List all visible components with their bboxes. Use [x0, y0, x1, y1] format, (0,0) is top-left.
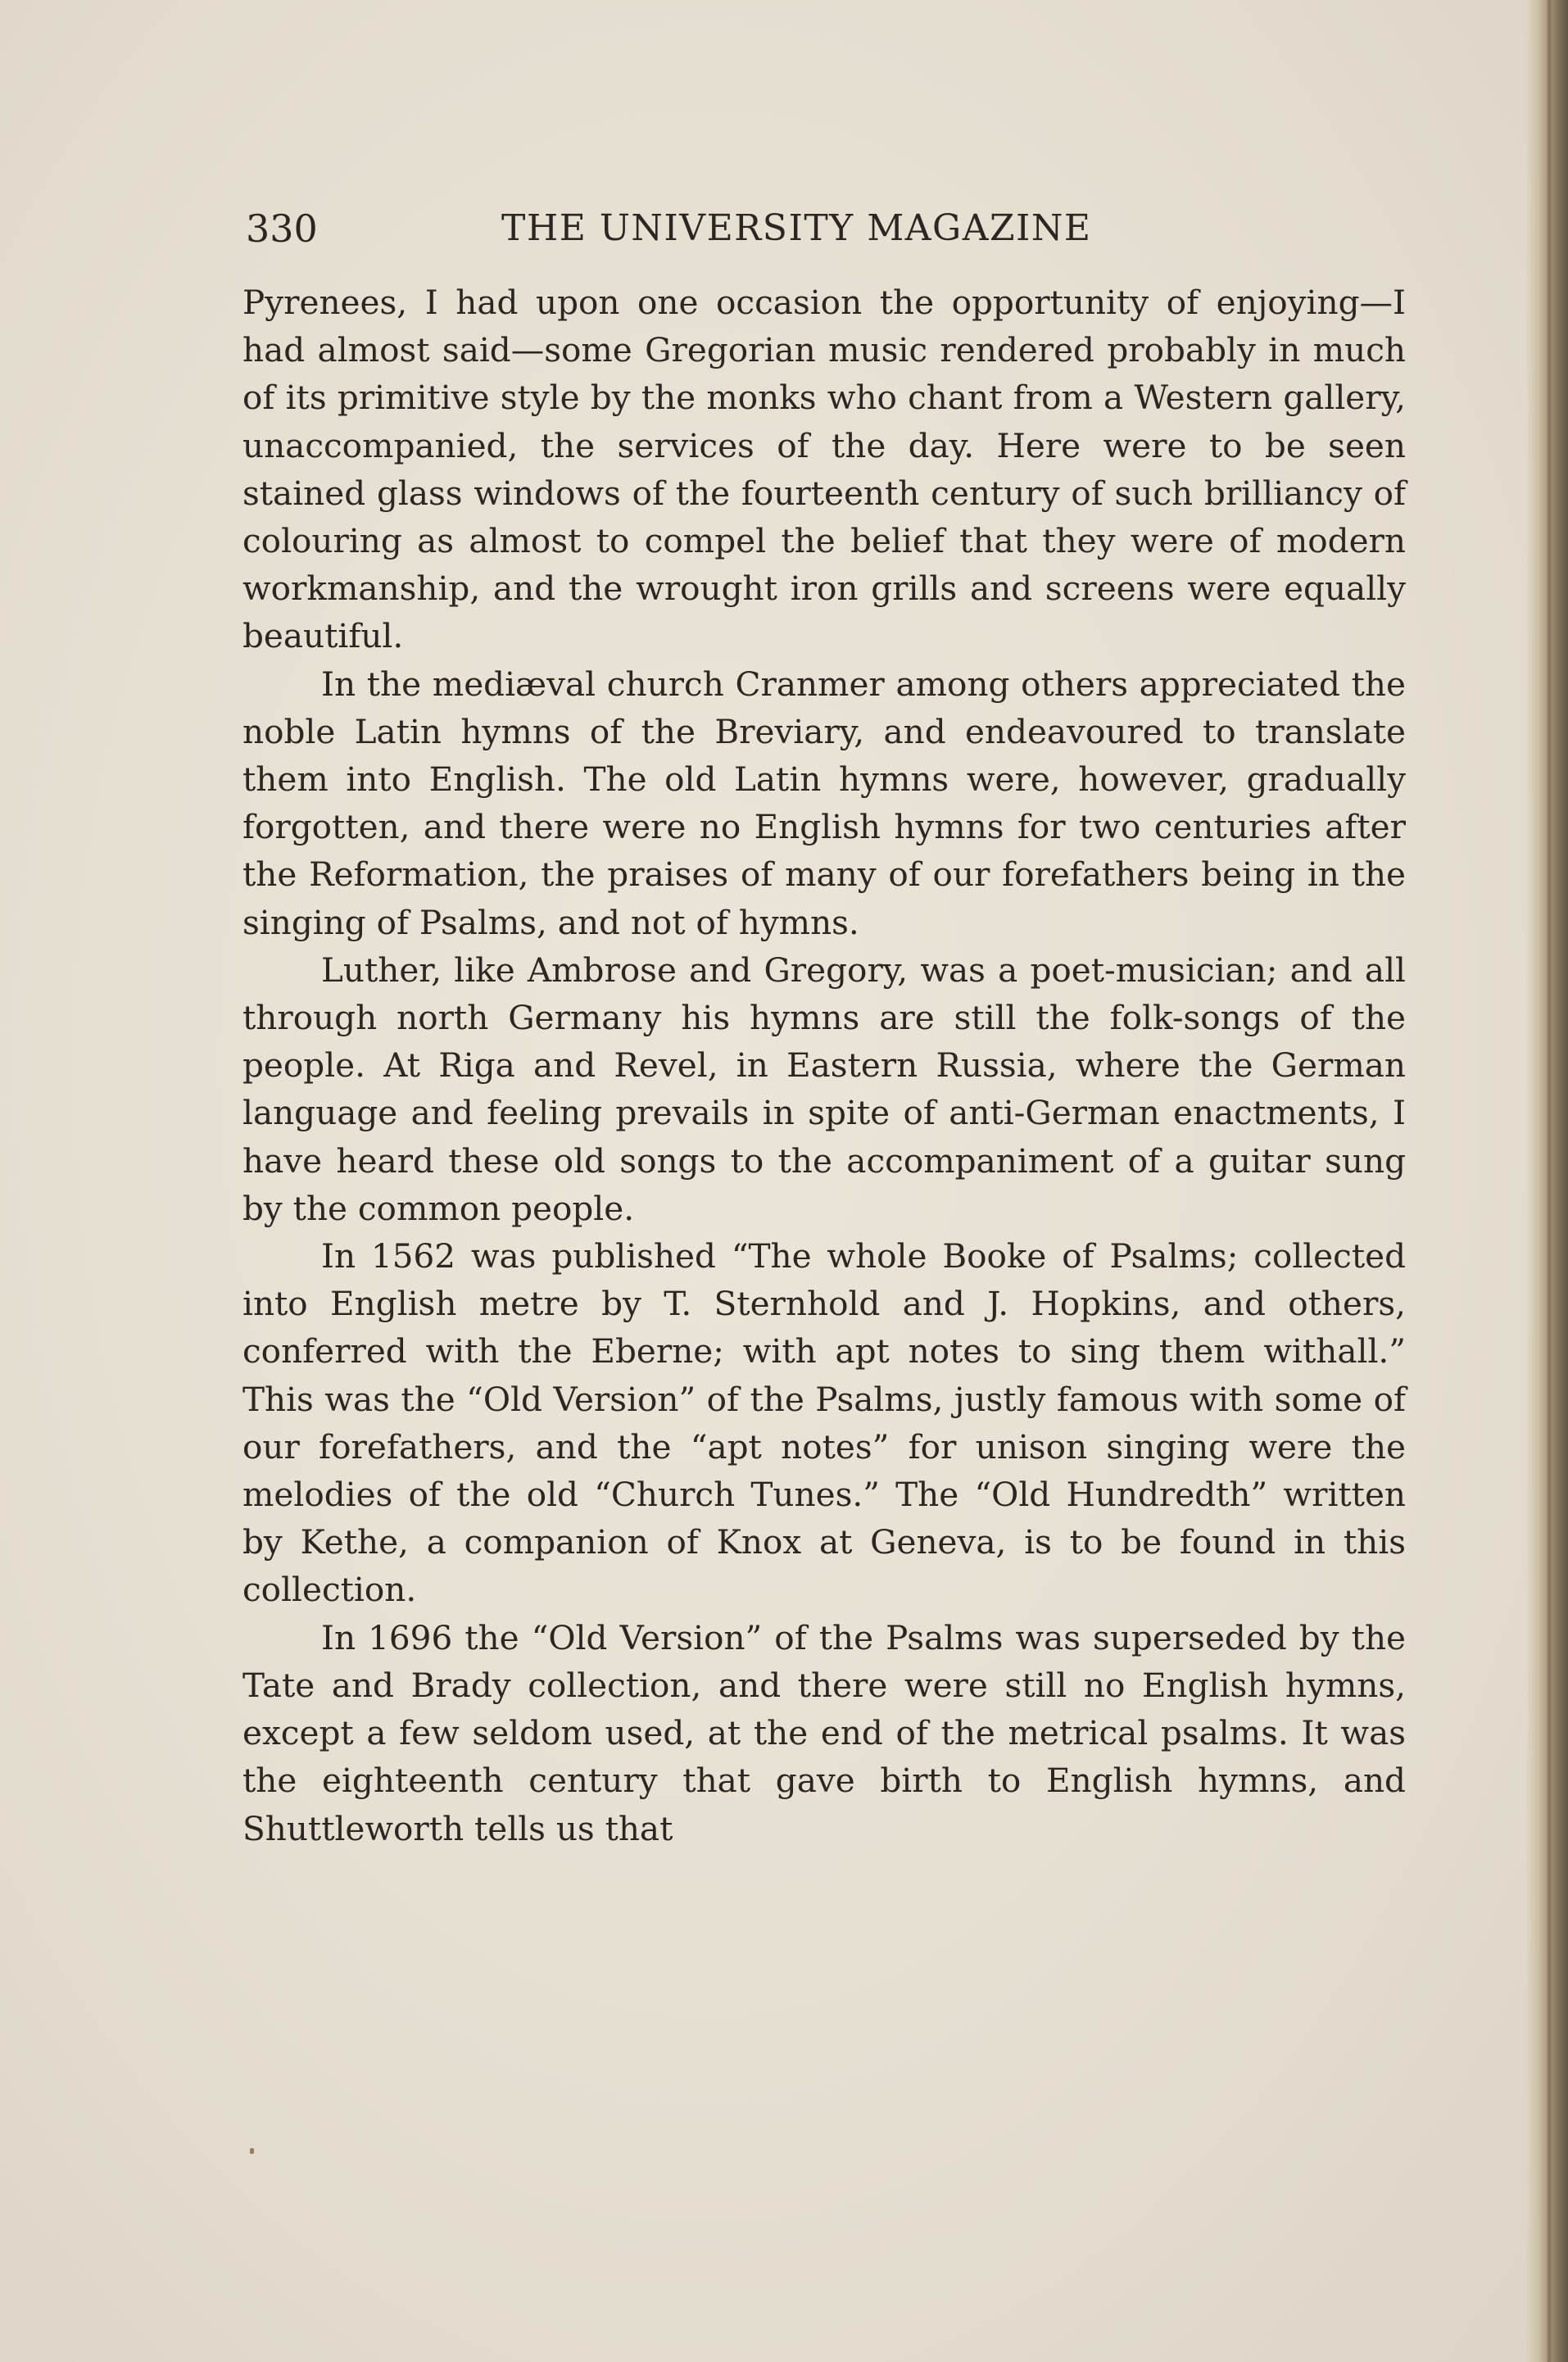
paragraph-continued: Pyrenees, I had upon one occasion the opportunity of enjoying—I had almost said—some Gregorian music rendered probably in much of its primitive style by the monks who chant from a Western gallery, unaccompanied, the services of the day. Here were to be seen stained glass windows of the fourteenth century of such brilliancy of colouring as almost to compel the belief that they were of modern workmanship, and the wrought iron grills and screens were equally beautiful.: [242, 283, 1406, 656]
page-binding-edge: [1525, 0, 1568, 2362]
page-header: [246, 200, 1409, 257]
running-title: THE UNIVERSITY MAGAZINE: [501, 207, 1092, 249]
paragraph-tate-brady: In 1696 the “Old Version” of the Psalms was superseded by the Tate and Brady collection, and there were still no English hymns, except a few seldom used, at the end of the metrical psalms. It was the eighteenth century that gave birth to English hymns, and Shuttleworth tells us that: [242, 1617, 1406, 1848]
paragraph-luther: Luther, like Ambrose and Gregory, was a poet-musician; and all through north Germany his hymns are still the folk-songs of the people. At Riga and Revel, in Eastern Russia, where the German language and feeling prevails in spite of anti-German enactments, I have heard these old songs to the accompaniment of a guitar sung by the common people.: [242, 950, 1406, 1228]
paragraph-cranmer: In the mediæval church Cranmer among others appreciated the noble Latin hymns of the Breviary, and endeavoured to translate them into English. The old Latin hymns were, however, gradually forgotten, and there were no English hymns for two centuries after the Reformation, the praises of many of our forefathers being in the singing of Psalms, and not of hymns.: [242, 664, 1406, 942]
page-number: 330: [246, 206, 318, 251]
body-text: [242, 279, 1406, 1852]
paragraph-old-version: In 1562 was published “The whole Booke of Psalms; collected into English metre by T. Sternhold and J. Hopkins, and others, conferred with the Eberne; with apt notes to sing them withall.” This was the “Old Version” of the Psalms, justly famous with some of our forefathers, and the “apt notes” for unison singing were the melodies of the old “Church Tunes.” The “Old Hundredth” written by Kethe, a companion of Knox at Geneva, is to be found in this collection.: [242, 1236, 1406, 1610]
paper-speck: [250, 2148, 254, 2154]
